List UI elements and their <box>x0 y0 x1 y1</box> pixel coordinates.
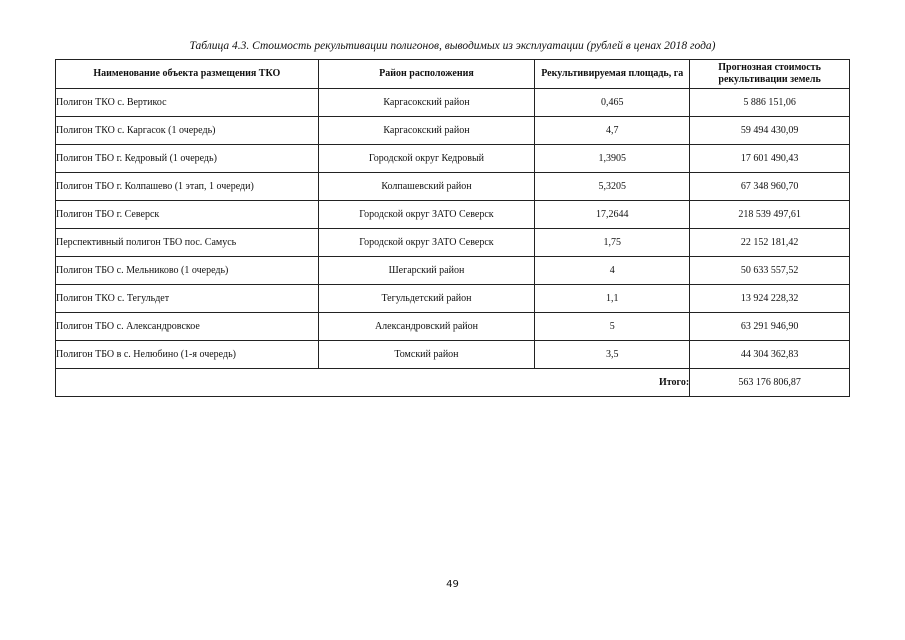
cell-area: 3,5 <box>535 341 690 369</box>
cell-district: Шегарский район <box>318 257 535 285</box>
cell-object-name: Полигон ТБО с. Александровское <box>56 313 319 341</box>
cell-area: 5,3205 <box>535 173 690 201</box>
cell-area: 1,75 <box>535 229 690 257</box>
table-row <box>56 89 850 117</box>
cell-district: Городской округ ЗАТО Северск <box>318 229 535 257</box>
header-cost: Прогнозная стоимость рекультивации земель <box>690 60 850 89</box>
cell-object-name: Полигон ТКО с. Каргасок (1 очередь) <box>56 117 319 145</box>
total-row <box>56 369 850 397</box>
table-row <box>56 257 850 285</box>
header-district: Район расположения <box>318 60 535 89</box>
cell-object-name: Перспективный полигон ТБО пос. Самусь <box>56 229 319 257</box>
cell-area: 4,7 <box>535 117 690 145</box>
cell-district: Каргасокский район <box>318 89 535 117</box>
cell-cost: 67 348 960,70 <box>690 173 850 201</box>
table-row <box>56 313 850 341</box>
cell-area: 5 <box>535 313 690 341</box>
cell-cost: 59 494 430,09 <box>690 117 850 145</box>
cell-object-name: Полигон ТБО в с. Нелюбино (1-я очередь) <box>56 341 319 369</box>
cell-district: Тегульдетский район <box>318 285 535 313</box>
cell-cost: 22 152 181,42 <box>690 229 850 257</box>
cell-object-name: Полигон ТКО с. Вертикос <box>56 89 319 117</box>
cell-cost: 44 304 362,83 <box>690 341 850 369</box>
table-row <box>56 145 850 173</box>
cell-object-name: Полигон ТБО г. Колпашево (1 этап, 1 очереди) <box>56 173 319 201</box>
cell-district: Томский район <box>318 341 535 369</box>
cell-district: Александровский район <box>318 313 535 341</box>
table-row <box>56 285 850 313</box>
cell-cost: 63 291 946,90 <box>690 313 850 341</box>
cell-district: Городской округ ЗАТО Северск <box>318 201 535 229</box>
cost-table <box>55 59 850 397</box>
total-label: Итого: <box>56 369 690 397</box>
cell-district: Городской округ Кедровый <box>318 145 535 173</box>
cell-district: Каргасокский район <box>318 117 535 145</box>
cell-cost: 5 886 151,06 <box>690 89 850 117</box>
cell-area: 1,3905 <box>535 145 690 173</box>
cell-cost: 218 539 497,61 <box>690 201 850 229</box>
page-number: 49 <box>446 579 459 590</box>
cell-area: 1,1 <box>535 285 690 313</box>
cell-object-name: Полигон ТБО г. Кедровый (1 очередь) <box>56 145 319 173</box>
table-row <box>56 229 850 257</box>
cell-object-name: Полигон ТКО с. Тегульдет <box>56 285 319 313</box>
cell-area: 4 <box>535 257 690 285</box>
table-row <box>56 341 850 369</box>
cell-district: Колпашевский район <box>318 173 535 201</box>
cell-object-name: Полигон ТБО г. Северск <box>56 201 319 229</box>
cell-area: 17,2644 <box>535 201 690 229</box>
table-header-row <box>56 60 850 89</box>
cell-cost: 13 924 228,32 <box>690 285 850 313</box>
header-area: Рекультивируемая площадь, га <box>535 60 690 89</box>
table-caption: Таблица 4.3. Стоимость рекультивации полигонов, выводимых из эксплуатации (рублей в ценах 2018 года) <box>189 40 716 52</box>
header-object-name: Наименование объекта размещения ТКО <box>56 60 319 89</box>
cell-cost: 17 601 490,43 <box>690 145 850 173</box>
total-value: 563 176 806,87 <box>690 369 850 397</box>
cell-area: 0,465 <box>535 89 690 117</box>
table-row <box>56 117 850 145</box>
cell-object-name: Полигон ТБО с. Мельниково (1 очередь) <box>56 257 319 285</box>
cell-cost: 50 633 557,52 <box>690 257 850 285</box>
table-row <box>56 201 850 229</box>
table-row <box>56 173 850 201</box>
